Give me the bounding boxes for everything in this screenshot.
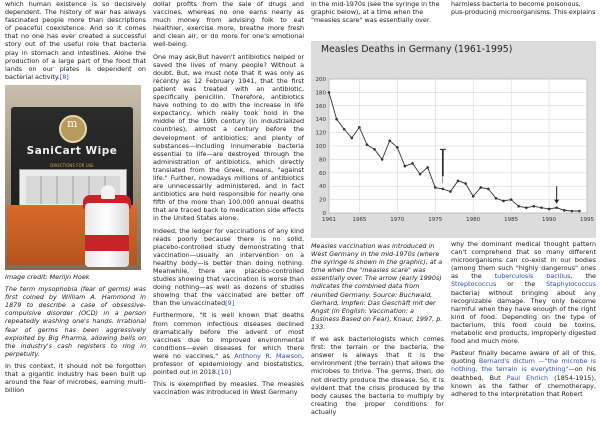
paragraph: Furthermore, "It is well known that deaths from common infectious diseases declined dramatically before the advent of most vaccines due to improved environmental conditions—even diseases for which there were no vaccines," as Anthony R. Mawson, professor of epidemiology and biostatistics, pointed out in 2018.[10]	[153, 311, 304, 377]
paragraph: which human existence is so decisively dependent. The history of war has always fascinated people more than descriptions of peaceful coexistence. And so it comes that no one has ever created a successful story out of the useful role that bacteria play in stomach and intestines. Alone the production of a large part of the food that lands on our plates is dependent on bacterial activity.[8]	[5, 0, 146, 81]
paragraph: in the mid-1970s (see the syringe in the graphic below), at a time when the "measles scare" was essentially over.	[311, 0, 440, 25]
column-1	[5, 0, 146, 398]
y-tick-label: 0	[322, 211, 326, 217]
data-point	[388, 139, 391, 142]
paragraph: One may ask,But haven't antibiotics helped or saved the lives of many people? Without a doubt. But, we must note that it was only as recently as 12 February 1941, that the first patient was treated with an antibiotic, specifically penicillin. Therefore, antibiotics have nothing to do with the increase in life expectancy, which really took hold in the middle of the 19th century (in industrialized countries), almost a century before the development of antibiotics; and plenty of substances—including innumerable bacteria essential to life—are destroyed through the administration of antibiotics, which directly translated from the Greek, means, "against life." Further, nowadays millions of antibiotics are unnecessarily administered, and in fact antibiotics are held responsible for nearly one fifth of the more than 100,000 annual deaths that are traced back to medication side effects in the United States alone.	[153, 52, 304, 223]
column-4-top	[451, 0, 596, 20]
x-tick-label: 1985	[504, 217, 519, 223]
y-tick-label: 40	[319, 184, 326, 191]
paragraph: Pasteur finally became aware of all of this, quoting Bernard's dictum —"the microbe is nothing, the terrain is everything"—on his deathbed. But Paul Ehrlich (1854-1915), known as the father of chemotherapy, adhered to the interpretation that Robert	[451, 349, 597, 398]
x-tick-label: 1961	[322, 217, 336, 223]
footnote-link[interactable]: [8]	[59, 72, 69, 81]
column-2	[153, 0, 304, 400]
footnote-link[interactable]: [10]	[217, 368, 232, 377]
link-bernard[interactable]: Bernard's dictum	[478, 357, 535, 366]
paragraph: harmless bacteria to become poisonous, pus-producing microorganisms. This explains	[451, 0, 596, 17]
paragraph: dollar profits from the sale of drugs and vaccines, whereas no one earns nearly as much money from advising folk to eat healthier, exercise more, breathe more fresh and clean air, or do more for one's emotional well-being.	[153, 0, 304, 49]
brand-subtitle: DIRECTIONS FOR USE	[50, 162, 94, 168]
paragraph: Indeed, the ledger for vaccinations of any kind reads poorly because there is no solid, placebo-controlled study demonstrating that vaccination—usually an intervention on a healthy body—is better than doing nothing. Meanwhile, there are placebo-controlled studies showing that vaccination is worse than doing nothing—as well as dozens of studies showing that the vaccinated are better off than the unvaccinated[9]	[153, 226, 304, 308]
data-point	[381, 158, 384, 161]
y-tick-label: 60	[319, 170, 326, 177]
data-point	[404, 165, 407, 168]
y-tick-label: 80	[319, 157, 326, 164]
data-point	[426, 166, 429, 169]
y-tick-label: 120	[315, 130, 326, 137]
column-4-bottom	[451, 170, 596, 402]
data-point	[328, 91, 331, 94]
x-tick-label: 1970	[390, 217, 405, 223]
link-staphylococcus[interactable]: Staphylococcus	[546, 280, 596, 289]
column-3-bottom	[311, 242, 444, 420]
image-credit: Image credit: Merlijn Hoek	[5, 272, 90, 281]
paragraph: This is exemplified by measles. The measles vaccination was introduced in West Germany	[153, 380, 304, 397]
x-tick-label: 1980	[466, 217, 481, 223]
data-point	[366, 143, 369, 146]
link-streptococcus[interactable]: Streptococcus	[451, 280, 497, 289]
y-tick-label: 200	[315, 77, 326, 83]
italic-note: The term mysophobia (fear of germs) was first coined by William A. Hammond in 1879 to describe a case of obsessive-compulsive disorder (OCD) in a person repeatedly washing one's hands. Irrational fear of germs has been aggressively exploited by Big Pharma, allowing bells on the industry's cash registers to ring in perpetuity.	[5, 285, 146, 358]
paragraph: why the dominant medical thought pattern can't comprehend that so many different microorganisms can co-exist in our bodies (among them such "highly dangerous" ones as the tuberculosis bacillus, the Streptococcus or the Staphylococcus bacteria) without bringing about any recognizable damage. They only become harmful when they have enough of the right kind of food. Depending on the type of bacterium, this food could be toxins, metabolic end products, improperly digested food and much more.	[451, 240, 596, 346]
data-point	[419, 173, 422, 176]
data-point	[442, 188, 445, 191]
paragraph: In this context, it should not be forgotten that a gigantic industry has been built up around the fear of microbes, earning multi-billion	[5, 361, 146, 395]
link-ehrlich[interactable]: Paul Ehrlich	[506, 373, 549, 382]
y-tick-label: 140	[315, 117, 326, 124]
data-point	[350, 137, 353, 140]
data-point	[373, 148, 376, 151]
x-tick-label: 1990	[542, 217, 557, 223]
data-point	[411, 162, 414, 165]
footnote-link[interactable]: [9]	[225, 299, 235, 308]
data-point	[343, 128, 346, 131]
x-tick-label: 1995	[580, 217, 594, 223]
y-tick-label: 160	[315, 103, 326, 110]
sanicart-photo: m SaniCart Wipe DIRECTIONS FOR USE	[5, 85, 141, 270]
y-tick-label: 100	[315, 144, 326, 150]
paragraph: If we ask bacteriologists which comes first: the terrain or the bacteria, the answer is always that it is the environment (the terrain) that allows the microbes to thrive. The germs, then, do not directly produce the disease. So, it is evident that the crisis produced by the body causes the bacteria to multiply by creating the proper conditions for actually	[311, 335, 444, 416]
x-tick-label: 1975	[428, 217, 443, 223]
chart-title: Measles Deaths in Germany (1961-1995)	[321, 44, 513, 55]
brand-name: SaniCart Wipe	[26, 144, 118, 157]
author-link[interactable]: Anthony R. Mawson	[234, 351, 302, 360]
chart-caption: Measles vaccination was introduced in West Germany in the mid-1970s (where the syringe is shown in the graphic), at a time when the "measles scare" was essentially over. The arrow (early 1990s) indicates the combined data from reunited Germany. Source: Buchwald, Gerhard, Impfen: Das Geschäft mit der Angst (in English: Vaccination: a Business Based on Fear), Knaur, 1997, p. 133.	[311, 242, 443, 331]
data-point	[396, 146, 399, 149]
y-tick-label: 180	[315, 90, 326, 97]
data-point	[358, 126, 361, 129]
y-tick-label: 20	[319, 197, 326, 204]
data-point	[434, 186, 437, 189]
x-tick-label: 1965	[352, 217, 367, 223]
column-3-top	[311, 0, 444, 28]
link-tuberculosis[interactable]: tuberculosis bacillus	[494, 272, 571, 281]
link-quote[interactable]: —"the microbe is nothing, the terrain is everything"	[451, 357, 597, 374]
data-point	[335, 118, 338, 121]
